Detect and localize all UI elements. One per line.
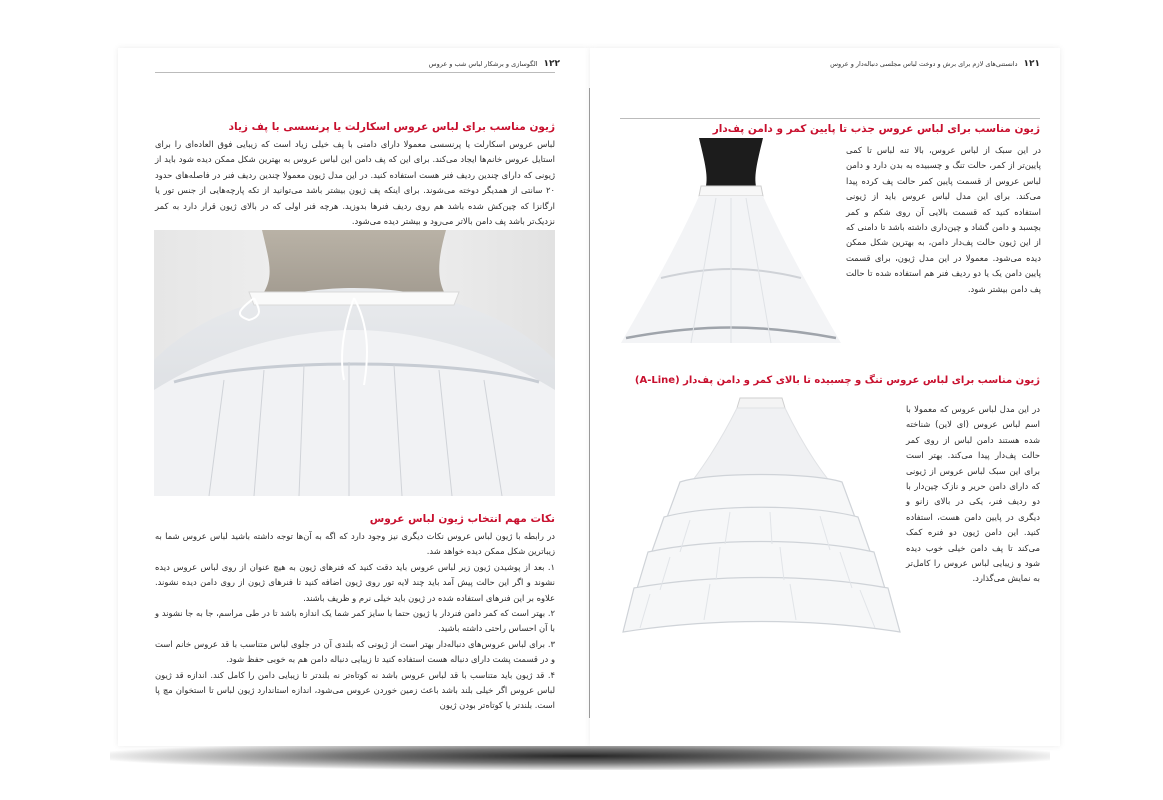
left-section2-body (155, 529, 555, 714)
right-section2-heading: ژیون مناسب برای لباس عروس تنگ و چسبیده تا بالای کمر و دامن پف‌دار (A-Line) (634, 375, 1040, 386)
list-item: ۴. قد ژیون باید متناسب با قد لباس عروس باشد نه کوتاه‌تر نه بلندتر تا زیبایی دامن را کامل کند. اندازه قد ژیون لباس عروس اگر خیلی بلند باشد باعث زمین خوردن عروس می‌شود، اندازه استاندارد ژیون لباس تا استخوان مچ پا است. بلندتر یا کوتاه‌تر بودن ژیون (155, 669, 555, 711)
two-hoop-petticoat-photo (621, 138, 841, 358)
list-item: ۱. بعد از پوشیدن ژیون زیر لباس عروس باید دقت کنید که فنرهای ژیون به هیچ عنوان از روی لباس عروس دیده نشوند و اگر این حالت پیش آمد باید چند لایه تور روی ژیون اضافه کنید تا فنرهای ژیون از روی دامن دیده نشوند. علاوه بر این فنرهای استفاده شده در ژیون باید خیلی نرم و ظریف باشند. (155, 561, 555, 603)
list-item: ۲. بهتر است که کمر دامن فنردار یا ژیون حتما با سایز کمر شما یک اندازه باشد تا در طی مراسم، جا به جا نشوند و با آن احساس راحتی داشته باشید. (155, 608, 555, 634)
tiered-ruffle-petticoat-photo (620, 392, 903, 640)
right-section1-heading: ژیون مناسب برای لباس عروس جذب تا پایین کمر و دامن پف‌دار (712, 123, 1040, 135)
right-running-title: دانستنی‌های لازم برای برش و دوخت لباس مجلسی دنباله‌دار و عروس (830, 60, 1018, 68)
left-section2-heading: نکات مهم انتخاب ژیون لباس عروس (369, 513, 555, 525)
left-running-title: الگوسازی و برشکار لباس شب و عروس (428, 60, 538, 68)
right-running-header (620, 58, 1040, 70)
book-shadow (110, 742, 1050, 770)
left-section1-heading: ژیون مناسب برای لباس عروس اسکارلت یا پرنسسی با پف زیاد (228, 121, 555, 133)
petticoat-mannequin-photo (154, 230, 555, 496)
list-item: ۳. برای لباس عروس‌های دنباله‌دار بهتر است از ژیونی که بلندی آن در جلوی لباس متناسب با قد عروس خانم است و در قسمت پشت دارای دنباله هست استفاده کنید تا زیبایی دنباله دامن هم به خوبی حفظ شود. (155, 638, 555, 665)
right-section1-text: در این سبک از لباس عروس، بالا تنه لباس تا کمی پایین‌تر از کمر، حالت تنگ و چسبیده به بدن دارد و دامن لباس عروس از قسمت پایین کمر حالت پف کرده پیدا می‌کند. برای این مدل لباس عروس باید از ژیونی استفاده کنید که قسمت بالایی آن روی شکم و کمر بچسبد و دامن گشاد و چین‌داری داشته باشد تا دامنی که از این ژیون حالت پف‌دار دامن، به بهترین شکل ممکن دیده می‌شود. معمولا در این مدل ژیون، برای قسمت پایین دامن یک یا دو ردیف فنر هم استفاده شده تا حالت پف دامن بیشتر شود. (846, 145, 1041, 294)
right-page-number: ۱۲۱ (1023, 59, 1040, 69)
right-header-rule (620, 118, 1040, 119)
left-section1-body (155, 137, 555, 229)
right-section2-text: در این مدل لباس عروس که معمولا با اسم لباس عروس (ای لاین) شناخته شده هستند دامن لباس از روی کمر حالت پف‌دار پیدا می‌کند. بهتر است برای این سبک لباس عروس از ژیونی که دارای دامن حریر و نازک چین‌دار با دو ردیف فنر، یکی در بالای زانو و دیگری در پایین دامن هست، استفاده کنید. این دامن ژیون دو فنره کمک می‌کند تا پف دامن خیلی خوب دیده شود و زیبایی لباس عروس را کامل‌تر به نمایش می‌گذارد. (906, 404, 1040, 584)
right-section2-body (906, 402, 1040, 587)
right-section1-body (846, 143, 1041, 297)
left-section2-intro: در رابطه با ژیون لباس عروس نکات دیگری نیز وجود دارد که اگه به آن‌ها توجه داشته باشید لباس عروس شما به زیباترین شکل ممکن دیده خواهد شد. (155, 531, 555, 557)
left-header-rule (155, 72, 555, 73)
left-running-header (290, 58, 560, 70)
book-spine (589, 88, 590, 718)
left-section1-text: لباس عروس اسکارلت یا پرنسسی معمولا دارای دامنی با پف خیلی زیاد است که زیبایی فوق العاده‌ای را برای استایل عروس خانم‌ها ایجاد می‌کند. برای این که پف دامن این لباس عروس به بهترین شکل ممکن دیده شود باید از ژیونی که دارای چندین ردیف فنر هست استفاده کنید. در این مدل ژیون معمولا چندین ردیف فنر در فاصله‌های حدود ۲۰ سانتی از همدیگر دوخته می‌شوند. برای اینکه پف ژیون بیشتر باشد می‌توانید از تکه پارچه‌هایی از جنس تور یا ارگانزا که چین‌کش شده باشد هم روی ردیف فنرها بدوزید. هرچه فنر اولی که در بالای ژیون قرار دارد به کمر نزدیک‌تر باشد پف دامن بالاتر می‌رود و بیشتر دیده می‌شود. (155, 139, 555, 227)
left-page-number: ۱۲۲ (543, 59, 560, 69)
